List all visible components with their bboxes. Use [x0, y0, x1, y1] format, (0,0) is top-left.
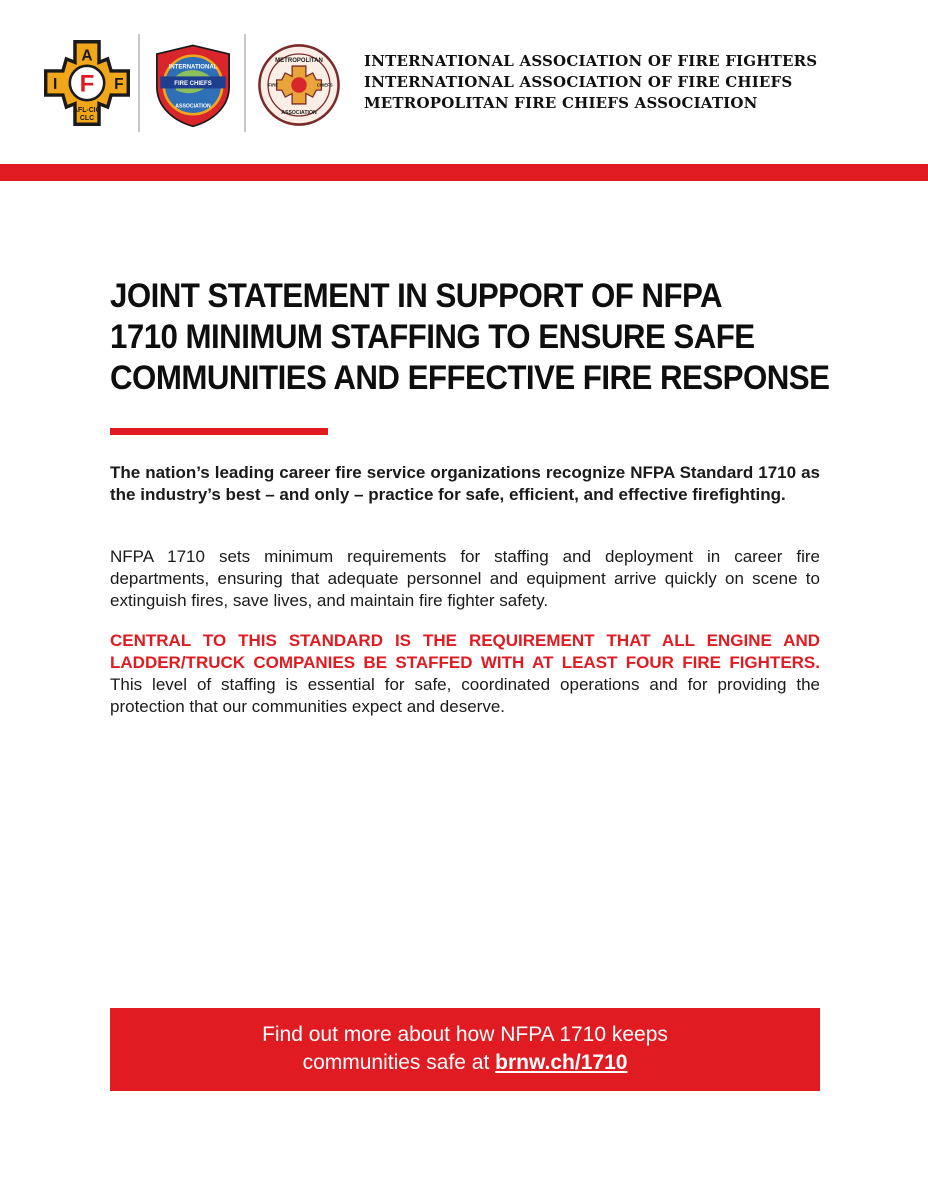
mfca-fire: FIRE [268, 82, 279, 88]
title-line: 1710 MINIMUM STAFFING TO ENSURE SAFE [110, 318, 755, 356]
mfca-association: ASSOCIATION [281, 110, 317, 117]
iaff-logo [44, 40, 130, 126]
mfca-metropolitan: METROPOLITAN [275, 57, 323, 64]
header-logos [44, 36, 354, 132]
title-accent-rule [110, 428, 328, 435]
staffing-requirement-paragraph [110, 630, 820, 718]
iaff-letter-a: A [81, 47, 93, 65]
cta-link[interactable]: brnw.ch/1710 [495, 1051, 628, 1074]
iafc-association: ASSOCIATION [175, 103, 211, 110]
title-line: COMMUNITIES AND EFFECTIVE FIRE RESPONSE [110, 359, 830, 397]
iaff-afl-cio: AFL-CIO [73, 107, 101, 115]
mfca-logo [256, 42, 342, 128]
cta-line-2 [110, 1049, 820, 1077]
iaff-letter-f-right: F [114, 76, 124, 94]
intro-paragraph: The nation’s leading career fire service organizations recognize NFPA Standard 1710 as the industry’s best – and only – practice for safe, efficient, and effective firefighting. [110, 463, 820, 504]
iaff-letter-i: I [53, 76, 58, 94]
standard-description-paragraph: NFPA 1710 sets minimum requirements for staffing and deployment in career fire departments, ensuring that adequate personnel and equipment arrive quickly on scene to extinguish fires, save lives, and maintain fire fighter safety. [110, 547, 820, 610]
header-red-bar [0, 164, 928, 181]
org-name-mfca: METROPOLITAN FIRE CHIEFS ASSOCIATION [364, 94, 758, 112]
iaff-clc: CLC [79, 114, 95, 122]
cta-banner [110, 1008, 820, 1091]
iafc-international: INTERNATIONAL [168, 64, 218, 71]
title-line: JOINT STATEMENT IN SUPPORT OF NFPA [110, 277, 723, 315]
org-name-iafc: INTERNATIONAL ASSOCIATION OF FIRE CHIEFS [364, 73, 793, 91]
organization-names [364, 51, 817, 114]
iafc-fire-chiefs: FIRE CHIEFS [174, 81, 212, 87]
cta-line-2-prefix: communities safe at [302, 1051, 490, 1074]
staffing-requirement-text: This level of staffing is essential for safe, coordinated operations and for providing the protection that our communities expect and deserve. [110, 675, 820, 716]
logo-divider [244, 34, 246, 132]
mfca-chiefs: CHIEFS [316, 82, 333, 88]
iafc-logo [150, 42, 236, 128]
staffing-requirement-emphasis: CENTRAL TO THIS STANDARD IS THE REQUIREMENT THAT ALL ENGINE AND LADDER/TRUCK COMPANIES BE STAFFED WITH AT LEAST FOUR FIRE FIGHTERS. [110, 631, 820, 672]
iaff-letter-f-center: F [79, 70, 95, 98]
cta-line-1: Find out more about how NFPA 1710 keeps [262, 1023, 668, 1046]
logo-divider [138, 34, 140, 132]
page-title [110, 276, 830, 399]
org-name-iaff: INTERNATIONAL ASSOCIATION OF FIRE FIGHTERS [364, 52, 818, 70]
